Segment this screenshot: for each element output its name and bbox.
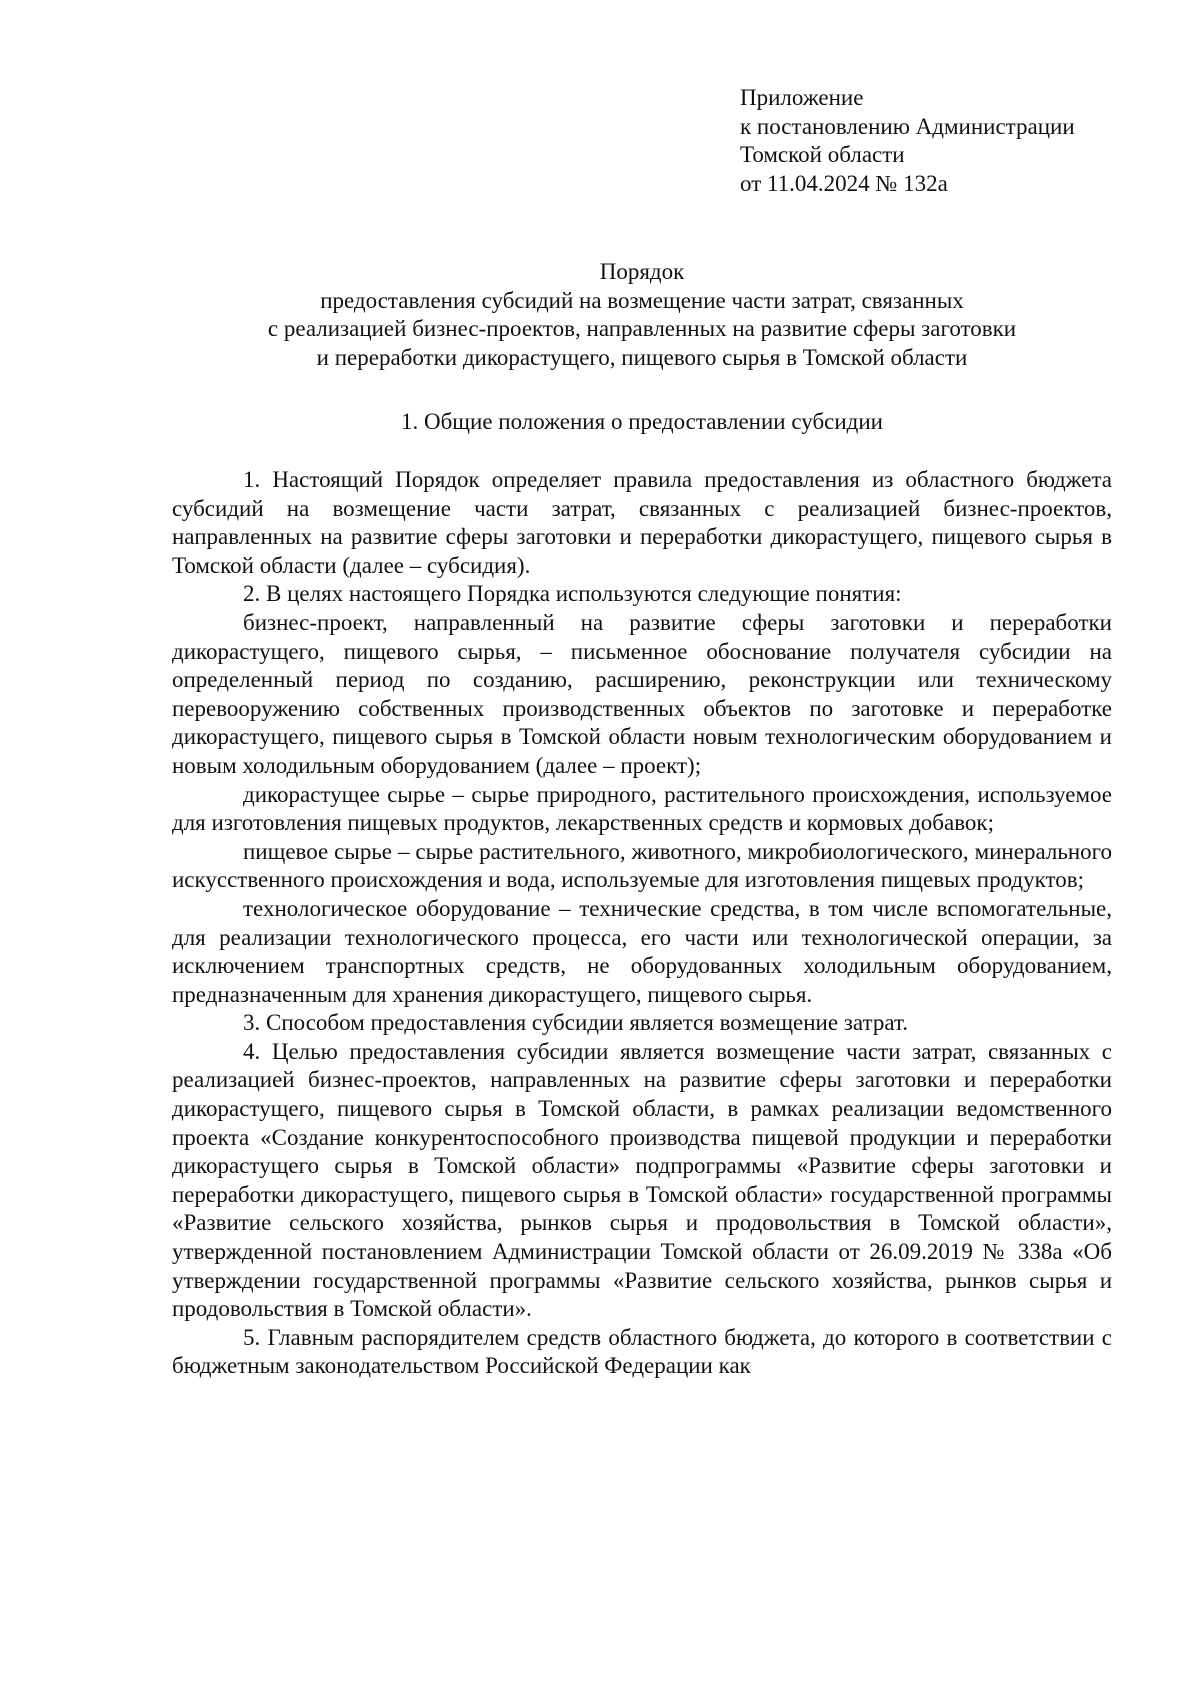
paragraph-definition-wild-raw: дикорастущее сырье – сырье природного, растительного происхождения, используемое для изготовления пищевых продуктов, лекарственных средств и кормовых добавок;: [172, 781, 1112, 836]
title-line-3: с реализацией бизнес-проектов, направленных на развитие сферы заготовки: [267, 316, 1017, 341]
title-line-4: и переработки дикорастущего, пищевого сырья в Томской области: [316, 344, 968, 370]
paragraph-definition-food-raw: пищевое сырье – сырье растительного, животного, микробиологического, минерального искусственного происхождения и вода, используемые для изготовления пищевых продуктов;: [172, 838, 1112, 893]
title-line-2: предоставления субсидий на возмещение части затрат, связанных: [320, 287, 964, 313]
title-line-1: Порядок: [599, 259, 685, 284]
document-title: [172, 258, 1112, 372]
paragraph-definition-equipment: технологическое оборудование – технические средства, в том числе вспомогательные, для реализации технологического процесса, его части или технологической операции, за исключением транспортных средств, не оборудованных холодильным оборудованием, предназначенным для хранения дикорастущего, пищевого сырья.: [172, 895, 1112, 1007]
appendix-line-2: к постановлению Администрации: [740, 113, 1075, 139]
appendix-line-4: от 11.04.2024 № 132а: [740, 170, 948, 196]
paragraph-2: 2. В целях настоящего Порядка используются следующие понятия:: [243, 581, 902, 607]
document-body: [172, 466, 1112, 1381]
appendix-line-1: Приложение: [740, 85, 864, 110]
appendix-line-3: Томской области: [740, 142, 905, 167]
paragraph-definition-project: бизнес-проект, направленный на развитие сферы заготовки и переработки дикорастущего, пищевого сырья, – письменное обоснование получателя субсидии на определенный период по созданию, расширению, реконструкции или техническому перевооружению собственных производственных объектов по заготовке и переработке дикорастущего, пищевого сырья в Томской области новым технологическим оборудованием и новым холодильным оборудованием (далее – проект);: [172, 609, 1112, 778]
appendix-block: [740, 84, 1160, 198]
paragraph-4: 4. Целью предоставления субсидии является возмещение части затрат, связанных с реализацией бизнес-проектов, направленных на развитие сферы заготовки и переработки дикорастущего, пищевого сырья в Томской области, в рамках реализации ведомственного проекта «Создание конкурентоспособного производства пищевой продукции и переработки дикорастущего сырья в Томской области» подпрограммы «Развитие сферы заготовки и переработки дикорастущего, пищевого сырья в Томской области» государственной программы «Развитие сельского хозяйства, рынков сырья и продовольствия в Томской области», утвержденной постановлением Администрации Томской области от 26.09.2019 № 338а «Об утверждении государственной программы «Развитие сельского хозяйства, рынков сырья и продовольствия в Томской области».: [172, 1038, 1112, 1322]
paragraph-5: 5. Главным распорядителем средств областного бюджета, до которого в соответствии с бюджетным законодательством Российской Федерации как: [172, 1324, 1112, 1379]
section-heading: 1. Общие положения о предоставлении субсидии: [401, 409, 883, 434]
paragraph-1: 1. Настоящий Порядок определяет правила предоставления из областного бюджета субсидий на возмещение части затрат, связанных с реализацией бизнес-проектов, направленных на развитие сферы заготовки и переработки дикорастущего, пищевого сырья в Томской области (далее – субсидия).: [172, 467, 1112, 578]
paragraph-3: 3. Способом предоставления субсидии является возмещение затрат.: [243, 1010, 909, 1036]
